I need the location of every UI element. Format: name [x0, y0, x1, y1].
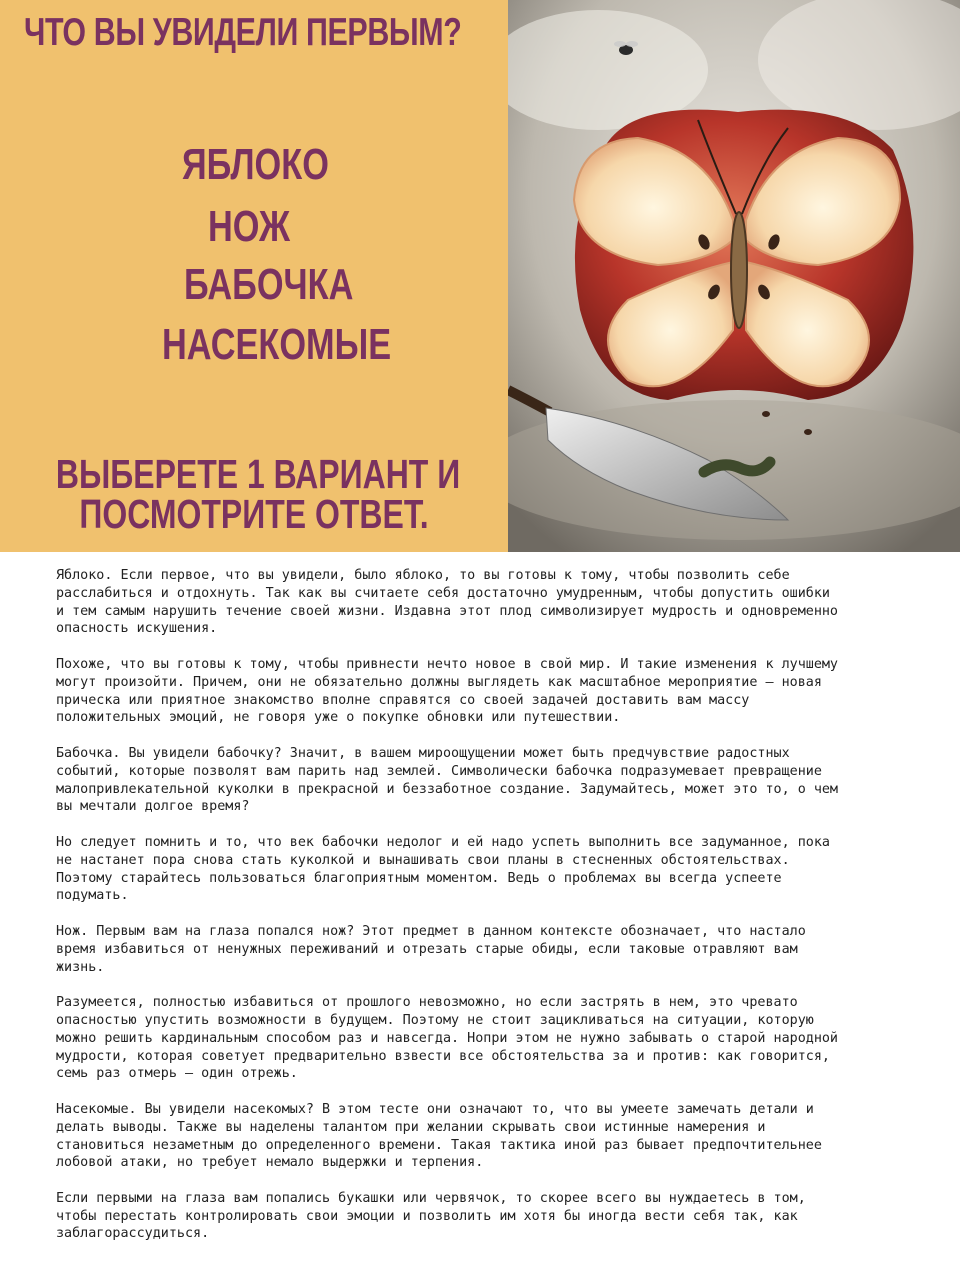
- apple-butterfly-illustration: [508, 0, 960, 552]
- option-butterfly[interactable]: БАБОЧКА: [184, 260, 354, 309]
- header-banner: [0, 0, 960, 552]
- illusion-painting: [508, 0, 960, 552]
- page-title: ЧТО ВЫ УВИДЕЛИ ПЕРВЫМ?: [24, 11, 462, 54]
- paragraph-knife: Нож. Первым вам на глаза попался нож? Этот предмет в данном контексте обозначает, что настало время избавиться от ненужных переживаний и отрезать старые обиды, если таковые отравляют вам жизнь.: [56, 923, 806, 975]
- option-knife[interactable]: НОЖ: [208, 202, 291, 251]
- paragraph-insects: Насекомые. Вы увидели насекомых? В этом тесте они означают то, что вы умеете замечать детали и делать выводы. Также вы наделены талантом при желании скрывать свои истинные намерения и становиться незаметным до определенного времени. Такая тактика иной раз бывает предпочтительнее лобовой атаки, но требует немало выдержки и терпения.: [56, 1101, 822, 1171]
- paragraph-apple: Яблоко. Если первое, что вы увидели, было яблоко, то вы готовы к тому, чтобы позволить себе расслабиться и отдохнуть. Так как вы считаете себя достаточно умудренным, чтобы допустить ошибки и тем самым нарушить течение своей жизни. Издавна этот плод символизирует мудрость и одновременно опасность искушения.: [56, 568, 838, 637]
- caterpillar: [704, 462, 770, 472]
- cta-line-2: ПОСМОТРИТЕ ОТВЕТ.: [79, 491, 429, 537]
- paragraph-apple-2: Похоже, что вы готовы к тому, чтобы привнести нечто новое в свой мир. И такие изменения к лучшему могут произойти. Причем, они не обязательно должны выглядеть как масштабное мероприятие — новая прическа или приятное знакомство вполне справятся со своей задачей доставить вам массу положительных эмоций, не говоря уже о покупке обновки или путешествии.: [56, 656, 838, 726]
- paragraph-insects-2: Если первыми на глаза вам попались букашки или червячок, то скорее всего вы нуждаетесь в том, чтобы перестать контролировать свои эмоции и позволить им хотя бы иногда вести себя так, как заблагорассудиться.: [56, 1190, 806, 1242]
- option-insects[interactable]: НАСЕКОМЫЕ: [162, 320, 392, 369]
- cta-line-1: ВЫБЕРЕТЕ 1 ВАРИАНТ И: [55, 451, 461, 497]
- option-apple[interactable]: ЯБЛОКО: [182, 140, 329, 189]
- answer-text: [56, 567, 916, 1261]
- paragraph-butterfly-2: Но следует помнить и то, что век бабочки недолог и ей надо успеть выполнить все задуманное, пока не настанет пора снова стать куколкой и вынашивать свои планы в стесненных обстоятельствах. Поэтому старайтесь пользоваться благоприятным моментом. Ведь о проблемах вы всегда успеете подумать.: [56, 834, 830, 904]
- butterfly-body: [731, 212, 747, 328]
- text-panel: [0, 0, 508, 552]
- paragraph-butterfly: Бабочка. Вы увидели бабочку? Значит, в вашем мироощущении может быть предчувствие радостных событий, которые позволят вам парить над землей. Символически бабочка подразумевает превращение малопривлекательной куколки в прекрасной и беззаботное создание. Задумайтесь, может это то, о чем вы мечтали долгое время?: [56, 745, 838, 815]
- call-to-action: [0, 451, 508, 537]
- paragraph-knife-2: Разумеется, полностью избавиться от прошлого невозможно, но если застрять в нем, это чревато опасностью упустить возможности в будущем. Поэтому не стоит зацикливаться на ситуации, которую можно решить кардинальным способом раз и навсегда. Нопри этом не нужно забывать о старой народной мудрости, которая советует предварительно взвести все обстоятельства за и против: как говорится, семь раз отмерь — один отрежь.: [56, 995, 838, 1082]
